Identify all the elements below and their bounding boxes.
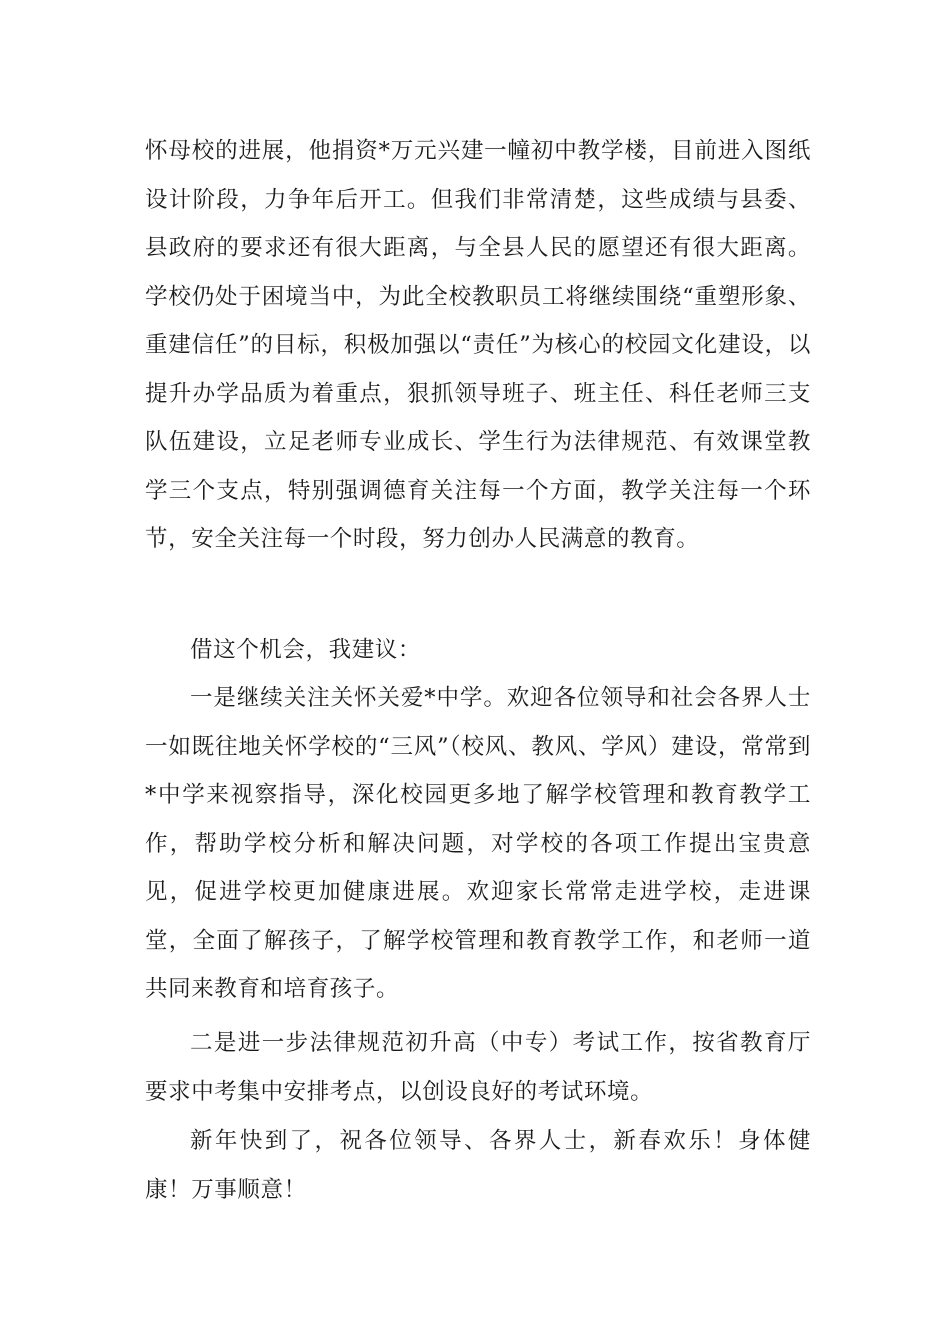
paragraph-suggestion-one: 一是继续关注关怀关爱*中学。欢迎各位领导和社会各界人士一如既往地关怀学校的“三风”（校风、教风、学风）建设，常常到*中学来视察指导，深化校园更多地了解学校管理和教育教学工作，帮助学校分析和解决问题，对学校的各项工作提出宝贵意见，促进学校更加健康进展。欢迎家长常常走进学校，走进课堂，全面了解孩子，了解学校管理和教育教学工作，和老师一道共同来教育和培育孩子。: [145, 685, 811, 1002]
paragraph-continuation: 怀母校的进展，他捐资*万元兴建一幢初中教学楼，目前进入图纸设计阶段，力争年后开工。但我们非常清楚，这些成绩与县委、县政府的要求还有很大距离，与全县人民的愿望还有很大距离。学校仍处于困境当中，为此全校教职员工将继续围绕“重塑形象、重建信任”的目标，积极加强以“责任”为核心的校园文化建设，以提升办学品质为着重点，狠抓领导班子、班主任、科任老师三支队伍建设，立足老师专业成长、学生行为法律规范、有效课堂教学三个支点，特别强调德育关注每一个方面，教学关注每一个环节，安全关注每一个时段，努力创办人民满意的教育。: [145, 138, 811, 552]
paragraph-greeting: 新年快到了，祝各位领导、各界人士，新春欢乐！身体健康！万事顺意！: [145, 1128, 811, 1203]
paragraph-suggestion-intro: 借这个机会，我建议：: [190, 637, 422, 663]
paragraph-suggestion-two: 二是进一步法律规范初升高（中专）考试工作，按省教育厅要求中考集中安排考点，以创设良好的考试环境。: [145, 1030, 811, 1105]
